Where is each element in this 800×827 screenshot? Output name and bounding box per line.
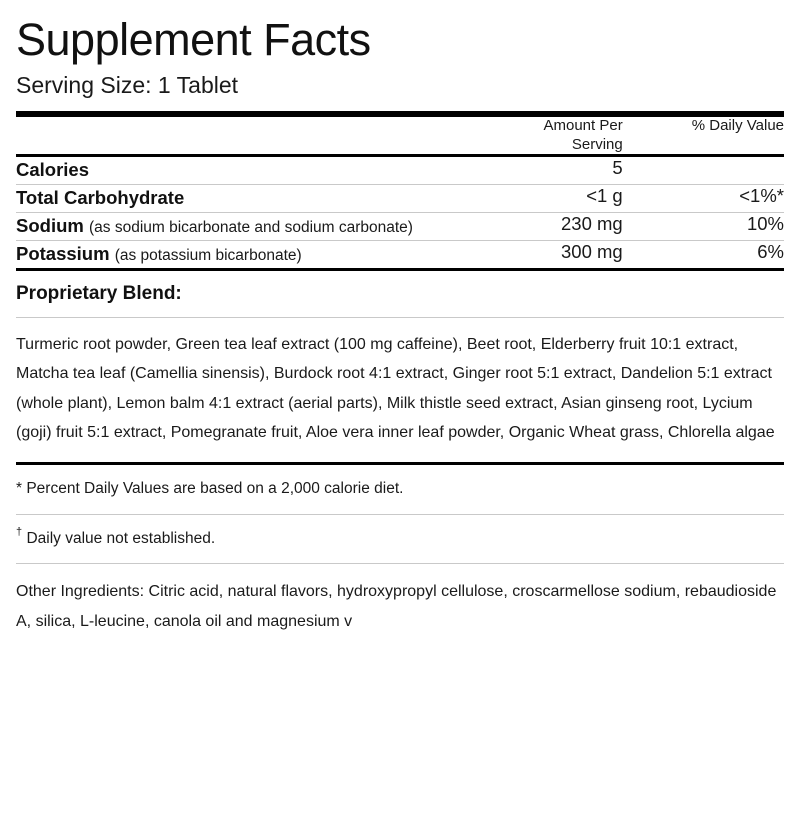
nutrient-note: (as potassium bicarbonate) <box>114 246 302 264</box>
other-ingredients-text: Other Ingredients: Citric acid, natural flavors, hydroxypropyl cellulose, croscarmellose sodium, rebaudioside A, silica, L-leucine, canola oil and magnesium v <box>16 583 777 631</box>
header-amount-per-serving <box>454 117 623 155</box>
nutrient-name: Calories <box>16 159 90 181</box>
footnote-percent-daily-value: * Percent Daily Values are based on a 2,000 calorie diet. <box>16 479 404 497</box>
header-blank-cell <box>16 117 454 155</box>
header-amount-line2: Serving <box>571 135 623 153</box>
table-header-row <box>16 117 784 155</box>
nutrition-rows-table-2 <box>16 185 784 212</box>
nutrient-name: Sodium <box>16 214 84 236</box>
row-name-cell <box>16 241 454 268</box>
header-amount-line1: Amount Per <box>543 116 623 134</box>
row-name-cell <box>16 157 454 184</box>
row-amount-cell: 5 <box>612 157 623 179</box>
nutrient-name: Potassium <box>16 242 110 264</box>
row-daily-value-cell: 6% <box>757 240 784 262</box>
table-row <box>16 213 784 240</box>
dagger-symbol: † <box>16 525 23 538</box>
nutrition-table-header <box>16 117 784 155</box>
row-name-cell <box>16 185 454 212</box>
header-daily-value: % Daily Value <box>691 116 784 134</box>
nutrient-name: Total Carbohydrate <box>16 187 185 209</box>
proprietary-blend-ingredients: Turmeric root powder, Green tea leaf extract (100 mg caffeine), Beet root, Elderberry fruit 10:1 extract, Matcha tea leaf (Camellia sinensis), Burdock root 4:1 extract, Ginger root 5:1 extract, Dandelion 5:1 extract (whole plant), Lemon balm 4:1 extract (aerial parts), Milk thistle seed extract, Asian ginseng root, Lycium (goji) fruit 5:1 extract, Pomegranate fruit, Aloe vera inner leaf powder, Organic Wheat grass, Chlorella algae <box>16 335 775 442</box>
row-daily-value-cell: <1%* <box>739 185 784 207</box>
footnote-dagger-text: Daily value not established. <box>26 529 216 547</box>
nutrition-rows-table-4 <box>16 241 784 268</box>
nutrient-note: (as sodium bicarbonate and sodium carbonate) <box>88 218 413 236</box>
table-row <box>16 185 784 212</box>
table-row <box>16 241 784 268</box>
table-row <box>16 157 784 184</box>
nutrition-rows-table <box>16 157 784 184</box>
footnote-daily-value-not-established <box>16 515 784 564</box>
row-amount-cell: 300 mg <box>561 240 623 262</box>
nutrition-table <box>16 117 784 155</box>
row-name-cell <box>16 213 454 240</box>
row-daily-value-cell <box>623 157 784 184</box>
page-title: Supplement Facts <box>16 14 371 65</box>
proprietary-blend-heading: Proprietary Blend: <box>16 282 182 304</box>
serving-size-text: Serving Size: 1 Tablet <box>16 71 239 98</box>
row-amount-cell: <1 g <box>586 185 623 207</box>
nutrition-rows-table-3 <box>16 213 784 240</box>
row-daily-value-cell: 10% <box>746 212 784 234</box>
row-amount-cell: 230 mg <box>561 212 623 234</box>
